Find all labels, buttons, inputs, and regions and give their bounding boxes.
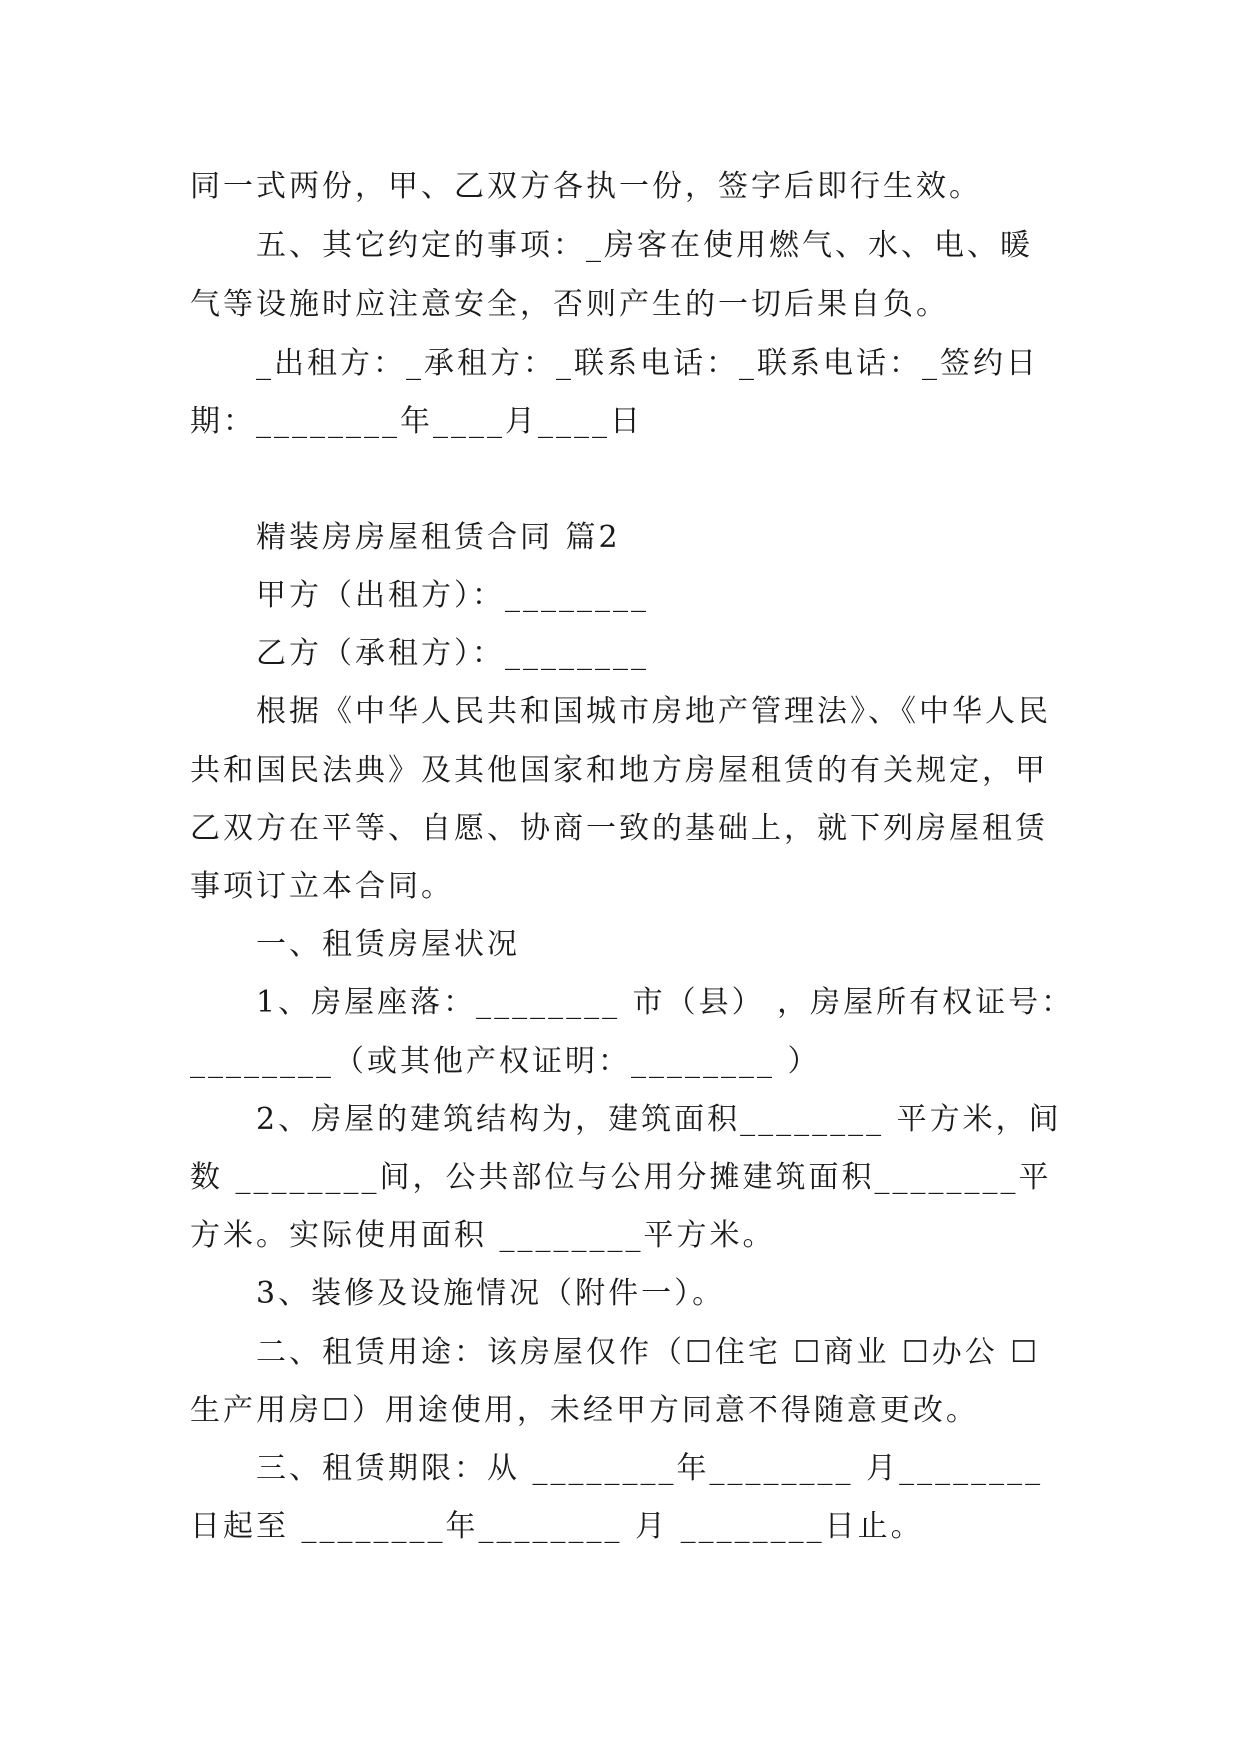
text-line: 共和国民法典》及其他国家和地方房屋租赁的有关规定，甲 — [190, 753, 1048, 788]
text-line: 乙方（承租方）：________ — [256, 636, 649, 671]
text-line: 三、租赁期限：从 ________年________ 月________ — [256, 1451, 1044, 1486]
text-line: 气等设施时应注意安全，否则产生的一切后果自负。 — [190, 287, 949, 322]
section-heading: 精装房房屋租赁合同 篇2 — [256, 520, 621, 555]
text-line: 乙双方在平等、自愿、协商一致的基础上，就下列房屋租赁 — [190, 811, 1048, 846]
text-line: 同一式两份，甲、乙双方各执一份，签字后即行生效。 — [190, 169, 982, 204]
text-line: _出租方：_承租方：_联系电话：_联系电话：_签约日 — [256, 346, 1039, 381]
text-line: 方米。实际使用面积 ________平方米。 — [190, 1218, 776, 1253]
text-line: 1、房屋座落：________ 市（县） ，房屋所有权证号： — [256, 985, 1075, 1020]
text-line: 日起至 ________年________ 月 ________日止。 — [190, 1509, 924, 1544]
text-line: 五、其它约定的事项：_房客在使用燃气、水、电、暖 — [256, 228, 1033, 263]
text-line: 二、租赁用途：该房屋仅作（☐住宅 ☐商业 ☐办公 ☐ — [256, 1335, 1041, 1370]
text-line: 一、租赁房屋状况 — [256, 927, 520, 962]
text-line: 期：________年____月____日 — [190, 404, 643, 439]
text-line: 根据《中华人民共和国城市房地产管理法》、《中华人民 — [256, 694, 1051, 729]
text-line: 数 ________间，公共部位与公用分摊建筑面积________平 — [190, 1160, 1052, 1195]
text-line: 事项订立本合同。 — [190, 869, 454, 904]
text-line: 2、房屋的建筑结构为，建筑面积________ 平方米，间 — [256, 1102, 1062, 1137]
text-line: 生产用房☐）用途使用，未经甲方同意不得随意更改。 — [190, 1393, 979, 1428]
text-line: 甲方（出租方）：________ — [256, 578, 649, 613]
text-line: 3、装修及设施情况（附件一）。 — [256, 1276, 726, 1311]
text-line: ________（或其他产权证明：________ ） — [190, 1044, 821, 1079]
